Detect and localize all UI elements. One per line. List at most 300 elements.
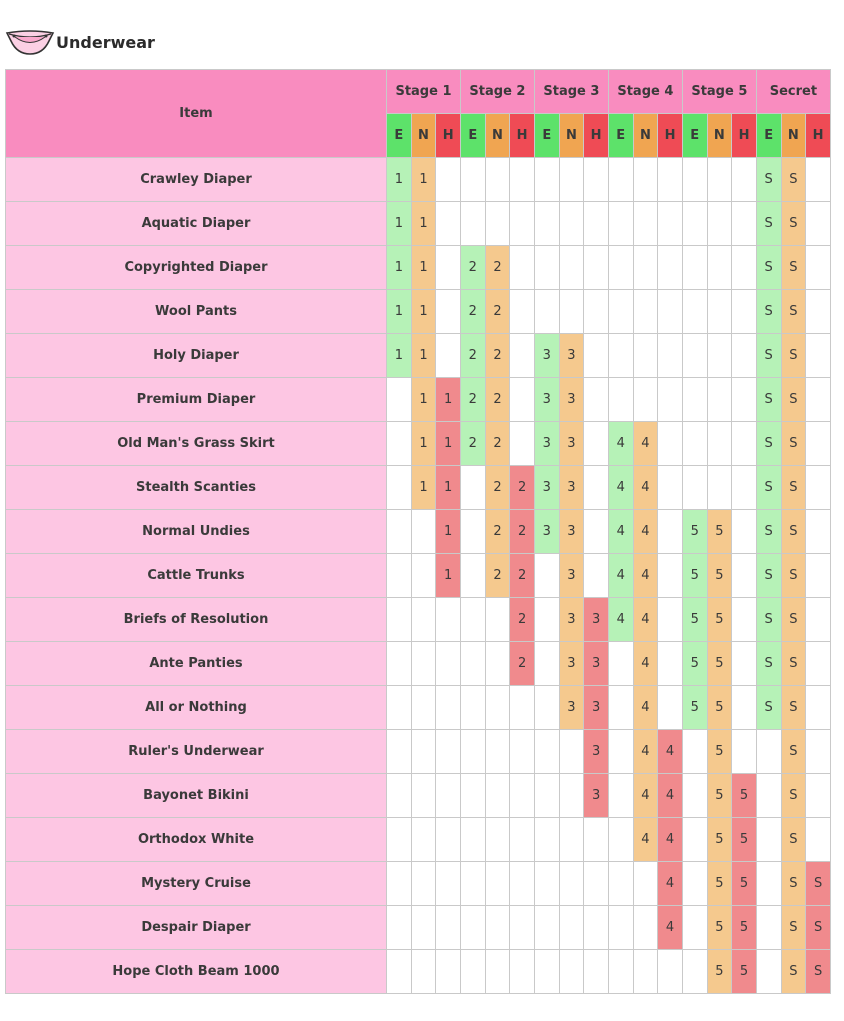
stage-cell: 2 (485, 378, 510, 422)
stage-cell (584, 246, 609, 290)
item-name: Ruler's Underwear (6, 730, 387, 774)
stage-cell (584, 906, 609, 950)
stage-cell (510, 158, 535, 202)
stage-header: Secret (756, 70, 830, 114)
stage-cell (387, 686, 412, 730)
stage-cell (682, 466, 707, 510)
stage-cell: 2 (510, 554, 535, 598)
stage-cell (608, 686, 633, 730)
stage-cell (387, 774, 412, 818)
stage-cell (510, 378, 535, 422)
stage-cell: 5 (732, 862, 757, 906)
difficulty-header: H (510, 114, 535, 158)
stage-cell: 3 (559, 510, 584, 554)
stage-cell (608, 158, 633, 202)
stage-cell (485, 774, 510, 818)
stage-cell (658, 642, 683, 686)
stage-cell (682, 246, 707, 290)
stage-cell (534, 246, 559, 290)
stage-cell (411, 642, 436, 686)
stage-cell (707, 158, 732, 202)
stage-cell (436, 818, 461, 862)
stage-cell (707, 422, 732, 466)
item-name: Orthodox White (6, 818, 387, 862)
table-row (6, 730, 831, 774)
stage-cell: 3 (584, 730, 609, 774)
stage-cell (732, 554, 757, 598)
stage-cell: S (756, 686, 781, 730)
stage-cell: 5 (707, 554, 732, 598)
stage-cell (559, 202, 584, 246)
item-name: Holy Diaper (6, 334, 387, 378)
stage-cell (485, 862, 510, 906)
stage-cell: 3 (584, 686, 609, 730)
item-name: Mystery Cruise (6, 862, 387, 906)
stage-cell: 2 (460, 290, 485, 334)
stage-cell (682, 290, 707, 334)
stage-cell: 5 (732, 950, 757, 994)
stage-cell (732, 422, 757, 466)
stage-cell (510, 246, 535, 290)
stage-cell: S (781, 290, 806, 334)
stage-cell (658, 686, 683, 730)
stage-cell: S (756, 422, 781, 466)
stage-cell (732, 686, 757, 730)
stage-cell (756, 862, 781, 906)
stage-cell: 5 (707, 906, 732, 950)
stage-cell (682, 906, 707, 950)
stage-cell (436, 202, 461, 246)
stage-cell: 3 (584, 642, 609, 686)
stage-cell: S (756, 466, 781, 510)
stage-cell (658, 334, 683, 378)
stage-cell (658, 246, 683, 290)
difficulty-header: E (756, 114, 781, 158)
stage-cell: 2 (510, 598, 535, 642)
stage-cell: 5 (682, 510, 707, 554)
stage-cell (534, 950, 559, 994)
stage-cell (756, 818, 781, 862)
stage-cell: 1 (387, 202, 412, 246)
stage-cell: S (756, 334, 781, 378)
stage-cell: 4 (633, 510, 658, 554)
stage-cell: 4 (633, 730, 658, 774)
stage-cell (658, 378, 683, 422)
stage-cell (460, 906, 485, 950)
difficulty-header: H (806, 114, 831, 158)
stage-cell (584, 862, 609, 906)
stage-cell: S (806, 906, 831, 950)
stage-cell (411, 950, 436, 994)
stage-cell (510, 818, 535, 862)
table-row (6, 774, 831, 818)
stage-cell (608, 950, 633, 994)
stage-cell (559, 158, 584, 202)
stage-cell: 1 (411, 202, 436, 246)
stage-cell (485, 818, 510, 862)
stage-cell (534, 862, 559, 906)
stage-cell (436, 862, 461, 906)
stage-cell (633, 246, 658, 290)
stage-cell: S (756, 202, 781, 246)
stage-cell: 3 (559, 686, 584, 730)
stage-cell (387, 554, 412, 598)
stage-cell (436, 158, 461, 202)
stage-cell (806, 378, 831, 422)
table-row (6, 202, 831, 246)
stage-cell (633, 906, 658, 950)
stage-cell (633, 334, 658, 378)
stage-cell (485, 202, 510, 246)
stage-cell (682, 378, 707, 422)
table-row (6, 334, 831, 378)
stage-cell (387, 642, 412, 686)
stage-cell (534, 158, 559, 202)
stage-header: Stage 4 (608, 70, 682, 114)
stage-cell: 1 (411, 422, 436, 466)
stage-cell (387, 906, 412, 950)
stage-cell: S (756, 510, 781, 554)
stage-cell (806, 202, 831, 246)
stage-cell (584, 378, 609, 422)
stage-cell (732, 334, 757, 378)
stage-cell (608, 246, 633, 290)
stage-cell: 3 (534, 466, 559, 510)
stage-header: Stage 5 (682, 70, 756, 114)
table-row (6, 818, 831, 862)
stage-cell (584, 466, 609, 510)
stage-cell (806, 642, 831, 686)
stage-cell: S (781, 334, 806, 378)
stage-cell (658, 158, 683, 202)
item-name: Crawley Diaper (6, 158, 387, 202)
difficulty-header: E (534, 114, 559, 158)
difficulty-header: E (608, 114, 633, 158)
stage-cell (559, 774, 584, 818)
stage-cell (460, 202, 485, 246)
stage-cell: S (756, 554, 781, 598)
item-name: Briefs of Resolution (6, 598, 387, 642)
stage-cell (460, 862, 485, 906)
stage-cell (460, 554, 485, 598)
table-row (6, 906, 831, 950)
stage-cell (584, 510, 609, 554)
stage-cell (485, 730, 510, 774)
difficulty-header: E (682, 114, 707, 158)
stage-cell: S (756, 246, 781, 290)
stage-cell (510, 422, 535, 466)
stage-cell (806, 818, 831, 862)
stage-cell (559, 818, 584, 862)
stage-cell (707, 378, 732, 422)
stage-cell (387, 818, 412, 862)
stage-cell: S (806, 862, 831, 906)
stage-cell (510, 202, 535, 246)
stage-cell (682, 202, 707, 246)
stage-cell (682, 334, 707, 378)
stage-cell (485, 158, 510, 202)
stage-cell: 2 (510, 466, 535, 510)
stage-cell (756, 730, 781, 774)
stage-cell: 2 (460, 334, 485, 378)
stage-cell (460, 730, 485, 774)
stage-cell (559, 906, 584, 950)
stage-cell: 1 (387, 158, 412, 202)
stage-cell (806, 334, 831, 378)
stage-cell: 2 (485, 554, 510, 598)
stage-cell (608, 202, 633, 246)
stage-cell: 5 (732, 818, 757, 862)
stage-cell: 4 (658, 818, 683, 862)
stage-cell (436, 774, 461, 818)
stage-cell (608, 730, 633, 774)
stage-cell: S (781, 906, 806, 950)
stage-cell (584, 202, 609, 246)
stage-cell (534, 202, 559, 246)
stage-cell: 1 (411, 246, 436, 290)
stage-cell: 2 (485, 422, 510, 466)
stage-cell: 5 (707, 598, 732, 642)
stage-cell (633, 202, 658, 246)
table-row (6, 510, 831, 554)
stage-cell: 4 (608, 422, 633, 466)
stage-cell (682, 730, 707, 774)
stage-cell: S (756, 158, 781, 202)
stage-cell (682, 774, 707, 818)
stage-cell: 5 (707, 774, 732, 818)
stage-cell (707, 246, 732, 290)
stage-cell: S (756, 290, 781, 334)
stage-cell (608, 290, 633, 334)
stage-cell: 4 (658, 906, 683, 950)
stage-cell: 4 (633, 774, 658, 818)
stage-cell (559, 862, 584, 906)
stage-cell (608, 378, 633, 422)
stage-cell (387, 466, 412, 510)
diaper-icon (5, 27, 55, 57)
stage-cell (682, 862, 707, 906)
stage-cell (485, 686, 510, 730)
item-name: Aquatic Diaper (6, 202, 387, 246)
stage-cell (559, 290, 584, 334)
difficulty-header: H (732, 114, 757, 158)
stage-cell: S (781, 378, 806, 422)
difficulty-header: E (460, 114, 485, 158)
stage-header: Stage 2 (460, 70, 534, 114)
item-name: Cattle Trunks (6, 554, 387, 598)
stage-cell: 2 (485, 466, 510, 510)
stage-cell (584, 290, 609, 334)
stage-cell: 4 (633, 818, 658, 862)
stage-cell: 5 (732, 906, 757, 950)
stage-cell: 3 (534, 422, 559, 466)
difficulty-header: N (781, 114, 806, 158)
stage-header-row (6, 70, 831, 114)
stage-cell: 5 (707, 862, 732, 906)
stage-cell (756, 906, 781, 950)
stage-cell (559, 950, 584, 994)
stage-cell: 2 (485, 246, 510, 290)
stage-cell (707, 466, 732, 510)
stage-cell (411, 906, 436, 950)
stage-cell: 1 (411, 290, 436, 334)
stage-cell (806, 554, 831, 598)
stage-cell: S (781, 466, 806, 510)
stage-cell (732, 598, 757, 642)
stage-cell (485, 950, 510, 994)
stage-cell (806, 158, 831, 202)
stage-cell: 1 (411, 466, 436, 510)
stage-cell: 5 (682, 598, 707, 642)
stage-cell: S (806, 950, 831, 994)
stage-cell: S (756, 642, 781, 686)
difficulty-header: N (707, 114, 732, 158)
stage-cell (387, 598, 412, 642)
stage-cell (534, 686, 559, 730)
table-row (6, 378, 831, 422)
stage-cell: S (756, 598, 781, 642)
stage-cell (510, 906, 535, 950)
stage-cell (387, 378, 412, 422)
stage-cell: 1 (436, 510, 461, 554)
stage-cell (460, 158, 485, 202)
table-row (6, 862, 831, 906)
stage-cell: 4 (608, 510, 633, 554)
stage-cell (732, 466, 757, 510)
stage-cell (436, 246, 461, 290)
stage-cell (411, 554, 436, 598)
stage-cell: 2 (510, 510, 535, 554)
stage-cell (510, 686, 535, 730)
stage-cell (682, 950, 707, 994)
stage-cell (559, 730, 584, 774)
item-name: Wool Pants (6, 290, 387, 334)
stage-cell (756, 950, 781, 994)
stage-cell (633, 378, 658, 422)
stage-cell: 3 (534, 334, 559, 378)
stage-cell: S (781, 510, 806, 554)
difficulty-header: E (387, 114, 412, 158)
stage-cell (411, 774, 436, 818)
stage-cell: 5 (707, 818, 732, 862)
stage-cell (658, 554, 683, 598)
table-row (6, 158, 831, 202)
stage-cell (460, 598, 485, 642)
stage-cell (658, 290, 683, 334)
stage-cell (682, 818, 707, 862)
stage-cell (806, 686, 831, 730)
stage-cell (707, 290, 732, 334)
item-name: All or Nothing (6, 686, 387, 730)
stage-cell (436, 290, 461, 334)
section-title: Underwear (56, 32, 155, 52)
stage-cell: 5 (707, 642, 732, 686)
stage-cell (584, 950, 609, 994)
stage-cell (658, 422, 683, 466)
stage-cell: 5 (707, 510, 732, 554)
stage-cell (411, 818, 436, 862)
stage-cell (658, 202, 683, 246)
stage-cell (534, 730, 559, 774)
stage-cell (460, 774, 485, 818)
difficulty-header: H (658, 114, 683, 158)
stage-cell (387, 730, 412, 774)
stage-cell (534, 906, 559, 950)
stage-cell: S (781, 730, 806, 774)
stage-cell (559, 246, 584, 290)
stage-cell (658, 510, 683, 554)
stage-cell (732, 642, 757, 686)
stage-cell (732, 730, 757, 774)
item-name: Stealth Scanties (6, 466, 387, 510)
table-row (6, 950, 831, 994)
stage-cell: 1 (436, 378, 461, 422)
stage-cell (732, 246, 757, 290)
stage-cell (411, 598, 436, 642)
difficulty-header: H (436, 114, 461, 158)
stage-cell (806, 290, 831, 334)
stage-cell: S (781, 422, 806, 466)
item-name: Bayonet Bikini (6, 774, 387, 818)
stage-cell (608, 774, 633, 818)
stage-cell (658, 466, 683, 510)
stage-cell: 2 (485, 510, 510, 554)
stage-cell: 3 (584, 598, 609, 642)
stage-cell (436, 334, 461, 378)
stage-cell (485, 598, 510, 642)
stage-cell: 5 (707, 950, 732, 994)
stage-cell: S (781, 818, 806, 862)
stage-cell (436, 598, 461, 642)
stage-cell: 2 (460, 378, 485, 422)
stage-cell: 3 (559, 554, 584, 598)
stage-header: Stage 3 (534, 70, 608, 114)
table-row (6, 554, 831, 598)
stage-cell (411, 862, 436, 906)
stage-cell (387, 510, 412, 554)
stage-header: Stage 1 (387, 70, 461, 114)
stage-cell (411, 730, 436, 774)
stage-cell (732, 378, 757, 422)
stage-cell (806, 510, 831, 554)
section-header (5, 27, 155, 57)
stage-cell (658, 950, 683, 994)
stage-cell: 5 (732, 774, 757, 818)
stage-cell (387, 950, 412, 994)
stage-cell: 5 (707, 686, 732, 730)
stage-cell: 4 (658, 730, 683, 774)
difficulty-header: H (584, 114, 609, 158)
stage-cell: 5 (682, 686, 707, 730)
stage-cell (436, 730, 461, 774)
item-name: Copyrighted Diaper (6, 246, 387, 290)
stage-cell: 4 (633, 466, 658, 510)
stage-cell (732, 510, 757, 554)
stage-cell: 4 (633, 422, 658, 466)
stage-cell (460, 686, 485, 730)
stage-cell (534, 774, 559, 818)
stage-cell (510, 730, 535, 774)
stage-cell (608, 906, 633, 950)
stage-cell (633, 158, 658, 202)
stage-cell (732, 158, 757, 202)
stage-cell: 4 (608, 554, 633, 598)
stage-cell (806, 730, 831, 774)
stage-cell (460, 466, 485, 510)
stage-cell: 3 (559, 378, 584, 422)
stage-cell (411, 510, 436, 554)
stage-cell (633, 290, 658, 334)
